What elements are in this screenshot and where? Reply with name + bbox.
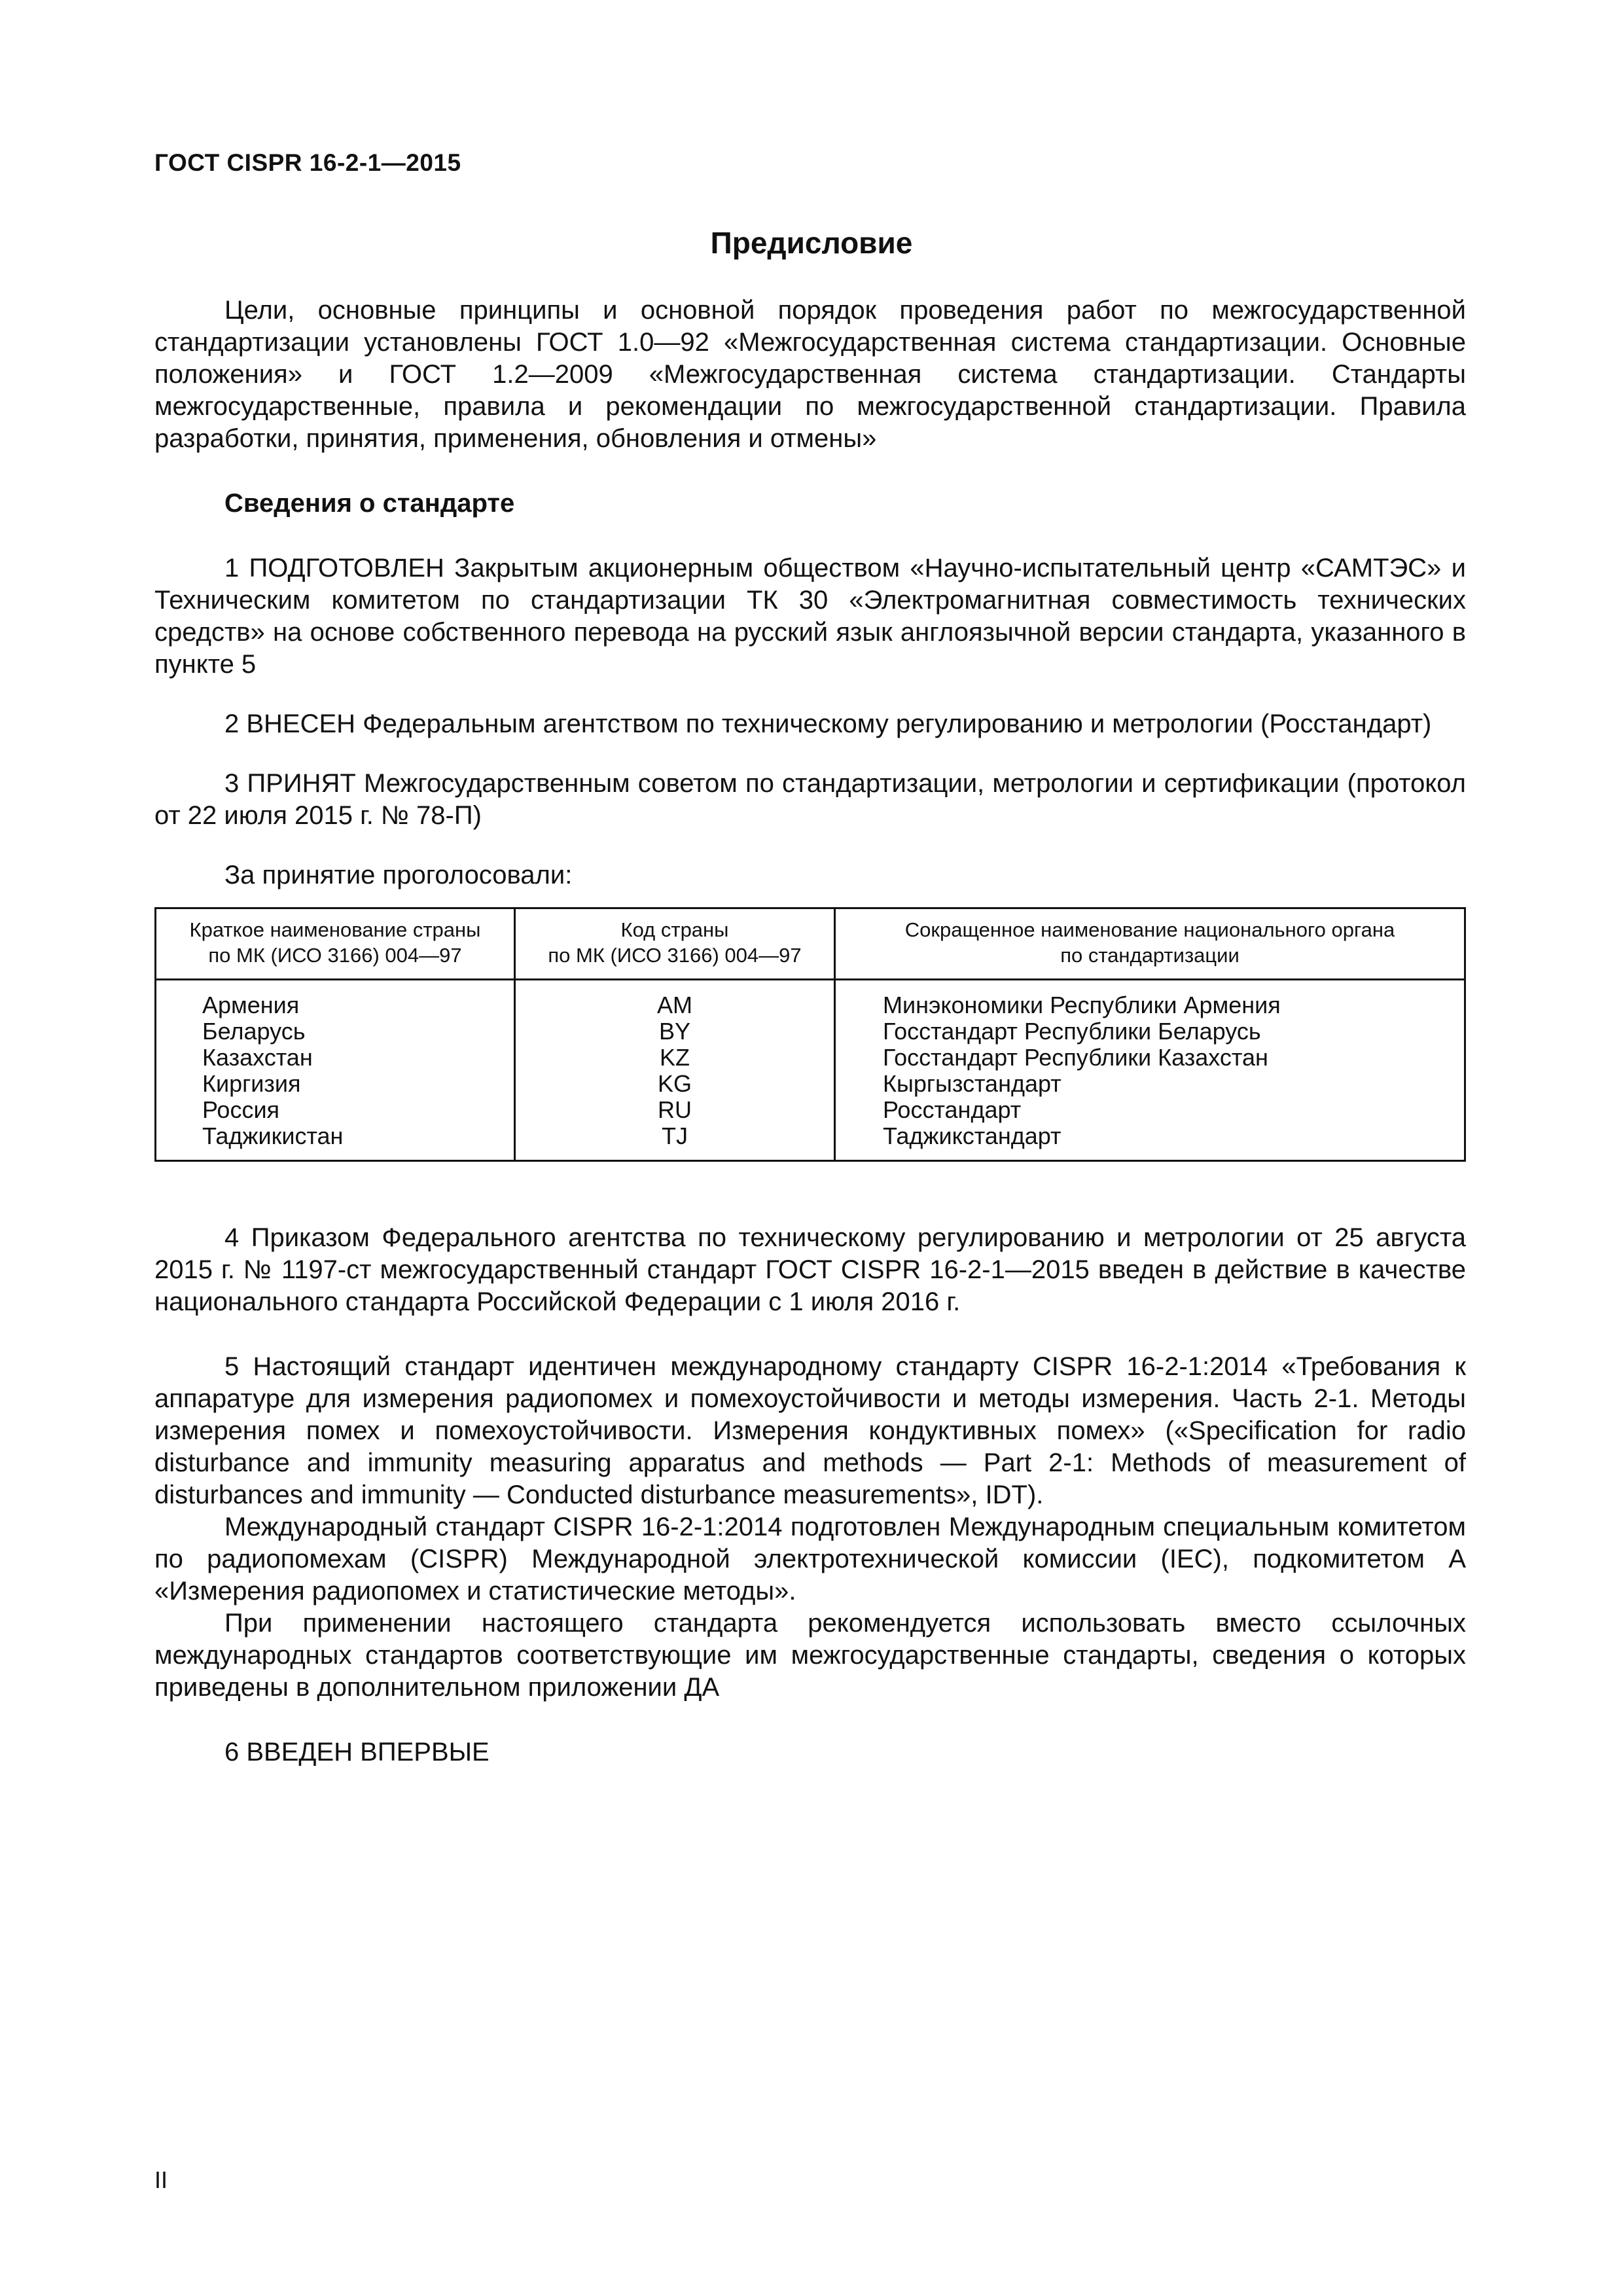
column-header-line: Код страны — [620, 918, 729, 941]
country-column — [156, 980, 515, 1161]
column-header-line: по МК (ИСО 3166) 004—97 — [548, 944, 802, 967]
item-4-paragraph: 4 Приказом Федерального агентства по техническому регулированию и метрологии от 25 августа 2015 г. № 1197-ст межгосударственный стандарт ГОСТ CISPR 16-2-1—2015 введен в действие в качестве национального стандарта Российской Федерации с 1 июля 2016 г. — [154, 1223, 1466, 1316]
column-header-body — [835, 908, 1465, 980]
body-cell: Росстандарт — [883, 1096, 1022, 1123]
country-cell: Армения — [202, 992, 300, 1018]
item-3-paragraph: 3 ПРИНЯТ Межгосударственным советом по стандартизации, метрологии и сертификации (протокол от 22 июля 2015 г. № 78-П) — [154, 769, 1466, 830]
body-cell: Таджикстандарт — [883, 1122, 1061, 1149]
item-6-paragraph: 6 ВВЕДЕН ВПЕРВЫЕ — [224, 1738, 490, 1767]
item-1-paragraph: 1 ПОДГОТОВЛЕН Закрытым акционерным обществом «Научно-испытательный центр «САМТЭС» и Техническим комитетом по стандартизации ТК 30 «Электромагнитная совместимость технических средств» на основе собственного перевода на русский язык англоязычной версии стандарта, указанного в пункте 5 — [154, 554, 1466, 679]
body-column — [835, 980, 1465, 1161]
voting-table — [154, 907, 1466, 1162]
body-cell: Минэкономики Республики Армения — [883, 992, 1281, 1018]
code-cell: AM — [657, 992, 692, 1018]
item-2-paragraph: 2 ВНЕСЕН Федеральным агентством по техническому регулированию и метрологии (Росстандарт) — [224, 709, 1432, 738]
voting-table-wrapper — [154, 907, 1466, 1162]
page-title: Предисловие — [710, 226, 913, 260]
section-heading: Сведения о стандарте — [224, 489, 515, 518]
code-cell: KG — [657, 1070, 692, 1097]
country-cell: Казахстан — [202, 1044, 313, 1071]
code-cell: TJ — [662, 1122, 688, 1149]
item-5-recommendation: При применении настоящего стандарта рекомендуется использовать вместо ссылочных международных стандартов соответствующие им межгосударственные стандарты, сведения о которых приведены в дополнительном приложении ДА — [154, 1609, 1466, 1702]
item-5-continuation: Международный стандарт CISPR 16-2-1:2014 подготовлен Международным специальным комитетом по радиопомехам (CISPR) Международной электротехнической комиссии (IEC), подкомитетом А «Измерения радиопомех и статистические методы». — [154, 1513, 1466, 1605]
country-cell: Россия — [202, 1096, 280, 1123]
country-cell: Беларусь — [202, 1018, 306, 1045]
code-cell: RU — [658, 1096, 692, 1123]
item-5-paragraph: 5 Настоящий стандарт идентичен международному стандарту CISPR 16-2-1:2014 «Требования к аппаратуре для измерения радиопомех и помехоустойчивости и методы измерения. Часть 2-1. Методы измерения помех и помехоустойчивости. Измерения кондуктивных помех» («Specification for radio disturbance and immunity measuring apparatus and methods — Part 2-1: Methods of measurement of disturbances and immunity — Conducted disturbance measurements», IDT). — [154, 1352, 1466, 1509]
document-body — [154, 295, 1466, 1768]
column-header-line: Сокращенное наименование национального органа — [904, 918, 1395, 941]
column-header-line: по стандартизации — [1060, 944, 1240, 967]
column-header-line: Краткое наименование страны — [189, 918, 481, 941]
code-column — [515, 980, 835, 1161]
vote-label: За принятие проголосовали: — [224, 861, 573, 889]
body-cell: Кыргызстандарт — [883, 1070, 1061, 1097]
country-cell: Киргизия — [202, 1070, 301, 1097]
body-cell: Госстандарт Республики Беларусь — [883, 1018, 1261, 1045]
body-cell: Госстандарт Республики Казахстан — [883, 1044, 1268, 1071]
page-number: II — [154, 2166, 168, 2193]
column-header-country — [156, 908, 515, 980]
intro-paragraph: Цели, основные принципы и основной порядок проведения работ по межгосударственной стандартизации установлены ГОСТ 1.0—92 «Межгосударственная система стандартизации. Основные положения» и ГОСТ 1.2—2009 «Межгосударственная система стандартизации. Стандарты межгосударственные, правила и рекомендации по межгосударственной стандартизации. Правила разработки, принятия, применения, обновления и отмены» — [154, 296, 1466, 453]
table-header-row — [156, 908, 1465, 980]
document-code: ГОСТ CISPR 16-2-1—2015 — [154, 149, 461, 176]
table-row — [156, 980, 1465, 1161]
code-cell: BY — [658, 1018, 691, 1045]
column-header-code — [515, 908, 835, 980]
column-header-line: по МК (ИСО 3166) 004—97 — [208, 944, 462, 967]
country-cell: Таджикистан — [202, 1122, 344, 1149]
code-cell: KZ — [659, 1044, 690, 1071]
